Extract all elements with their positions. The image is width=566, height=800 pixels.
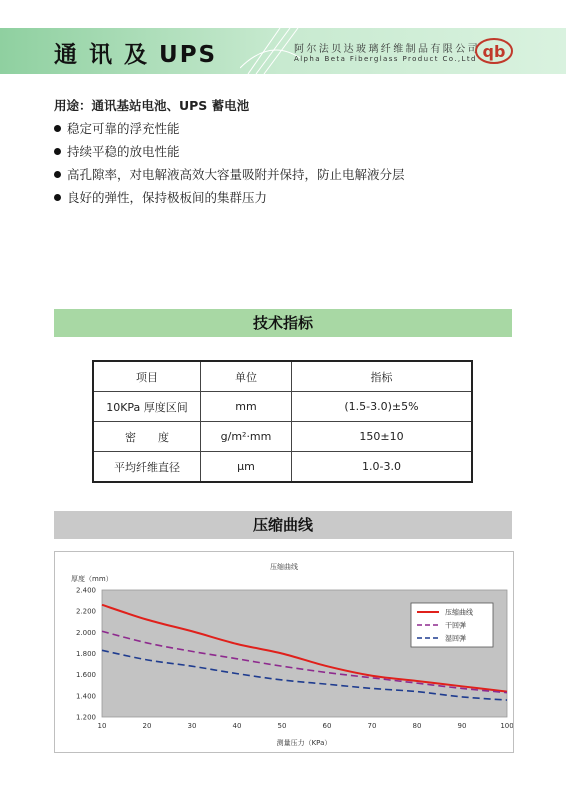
table-header-cell: 指标 xyxy=(292,361,473,392)
y-tick-label: 1.800 xyxy=(75,650,96,658)
y-tick-label: 1.200 xyxy=(75,713,96,722)
table-cell: g/m²·mm xyxy=(201,422,292,452)
x-tick-label: 90 xyxy=(457,722,467,730)
usage-item-text: 持续平稳的放电性能 xyxy=(67,144,180,159)
x-tick-label: 70 xyxy=(367,722,377,730)
chart-svg xyxy=(55,552,513,752)
y-tick-label: 2.000 xyxy=(75,628,96,637)
table-row xyxy=(93,392,472,422)
page-header xyxy=(0,28,566,74)
legend-label: 湿回弹 xyxy=(445,634,466,643)
y-tick-label: 2.400 xyxy=(75,586,96,595)
table-cell: 150±10 xyxy=(292,422,473,452)
usage-item xyxy=(54,140,405,163)
table-cell: 平均纤维直径 xyxy=(93,452,201,483)
bullet-icon xyxy=(54,171,61,178)
y-tick-label: 2.200 xyxy=(75,607,96,616)
x-axis-label: 测量压力（KPa） xyxy=(276,739,332,747)
y-tick-label: 1.400 xyxy=(75,692,96,701)
usage-item xyxy=(54,186,405,209)
table-cell: mm xyxy=(201,392,292,422)
x-tick-label: 60 xyxy=(322,722,332,730)
usage-item xyxy=(54,163,405,186)
table-header-cell: 单位 xyxy=(201,361,292,392)
company-name-en: Alpha Beta Fiberglass Product Co.,Ltd xyxy=(294,55,477,63)
compression-chart xyxy=(54,551,514,753)
table-header-row xyxy=(93,361,472,392)
company-name-cn: 阿尔法贝达玻璃纤维制品有限公司 xyxy=(294,44,480,55)
usage-item-text: 稳定可靠的浮充性能 xyxy=(67,121,180,136)
usage-section xyxy=(54,94,405,209)
decorative-lines xyxy=(240,28,300,74)
x-tick-label: 20 xyxy=(142,722,152,730)
table-cell: 密 度 xyxy=(93,422,201,452)
chart-title: 压缩曲线 xyxy=(270,563,298,571)
x-tick-label: 10 xyxy=(97,722,107,730)
spec-heading: 技术指标 xyxy=(54,309,512,337)
table-header-cell: 项目 xyxy=(93,361,201,392)
x-tick-label: 100 xyxy=(500,722,513,730)
y-tick-label: 1.600 xyxy=(75,671,96,680)
bullet-icon xyxy=(54,148,61,155)
page-title: 通 讯 及 UPS xyxy=(54,42,218,68)
legend-label: 压缩曲线 xyxy=(445,608,473,617)
table-cell: (1.5-3.0)±5% xyxy=(292,392,473,422)
usage-title: 用途：通讯基站电池、UPS 蓄电池 xyxy=(54,98,250,113)
y-axis-label: 厚度（mm） xyxy=(71,575,113,583)
usage-item-text: 高孔隙率，对电解液高效大容量吸附并保持，防止电解液分层 xyxy=(67,167,405,182)
table-row xyxy=(93,422,472,452)
svg-text:qb: qb xyxy=(482,42,506,61)
usage-item-text: 良好的弹性，保持极板间的集群压力 xyxy=(67,190,268,205)
spec-table xyxy=(92,360,473,483)
x-tick-label: 50 xyxy=(277,722,287,730)
legend-label: 干回弹 xyxy=(445,621,466,630)
usage-item xyxy=(54,117,405,140)
table-row xyxy=(93,452,472,483)
curve-heading: 压缩曲线 xyxy=(54,511,512,539)
table-cell: μm xyxy=(201,452,292,483)
bullet-icon xyxy=(54,194,61,201)
x-tick-label: 30 xyxy=(187,722,197,730)
x-tick-label: 40 xyxy=(232,722,242,730)
table-cell: 1.0-3.0 xyxy=(292,452,473,483)
x-tick-label: 80 xyxy=(412,722,422,730)
table-cell: 10KPa 厚度区间 xyxy=(93,392,201,422)
bullet-icon xyxy=(54,125,61,132)
company-logo xyxy=(474,36,514,66)
